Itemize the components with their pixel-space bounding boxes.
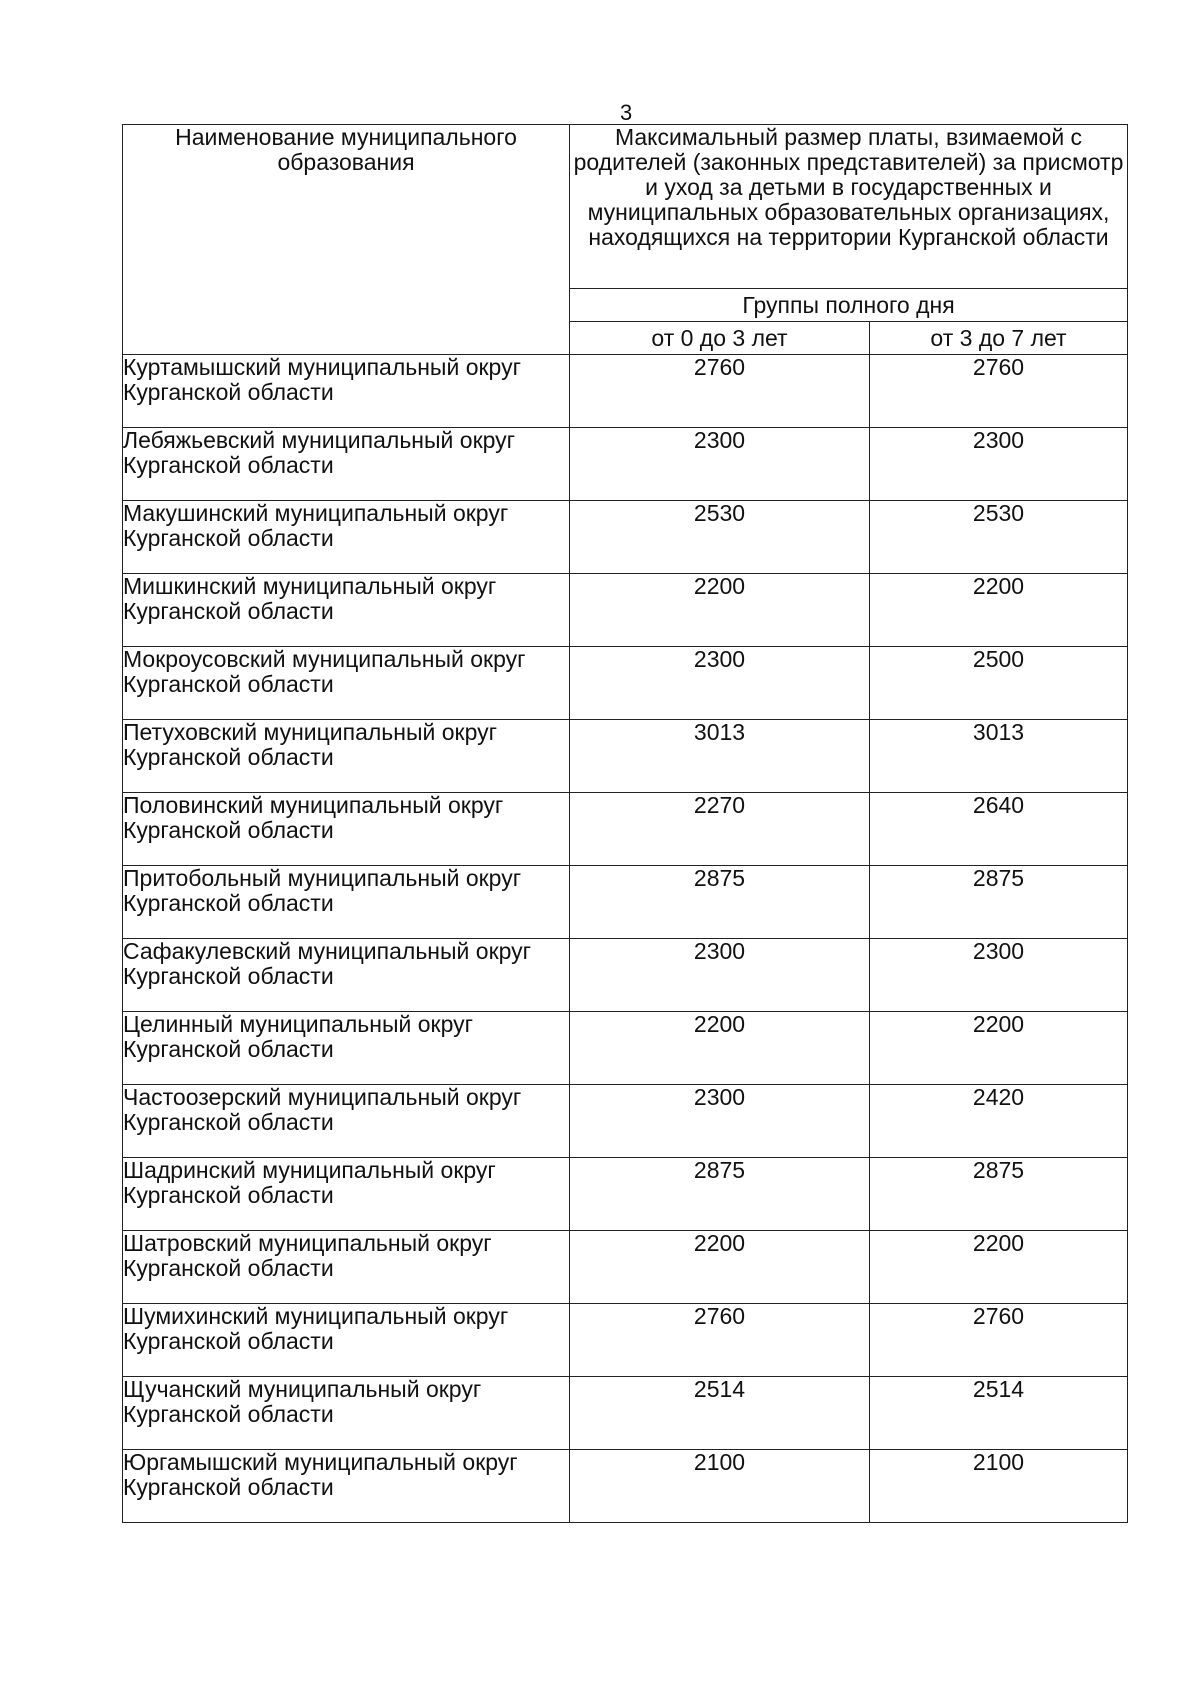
table-body <box>123 355 1128 1523</box>
header-full-day-groups: Группы полного дня <box>570 289 1128 322</box>
table-row <box>123 939 1128 1012</box>
fee-age-3-7: 3013 <box>870 720 1128 793</box>
municipality-name: Шадринский муниципальный округ Курганской области <box>123 1158 570 1231</box>
fee-age-3-7: 2100 <box>870 1450 1128 1523</box>
fee-age-0-3: 2530 <box>570 501 870 574</box>
table-row <box>123 1377 1128 1450</box>
fee-age-3-7: 2200 <box>870 1012 1128 1085</box>
fee-age-3-7: 2760 <box>870 1304 1128 1377</box>
municipality-name: Мишкинский муниципальный округ Курганской области <box>123 574 570 647</box>
table-row <box>123 428 1128 501</box>
fee-age-3-7: 2300 <box>870 428 1128 501</box>
fee-age-0-3: 2875 <box>570 1158 870 1231</box>
municipality-name: Половинский муниципальный округ Курганской области <box>123 793 570 866</box>
fee-age-3-7: 2500 <box>870 647 1128 720</box>
fee-table <box>122 124 1128 1523</box>
table-row <box>123 574 1128 647</box>
table-row <box>123 1304 1128 1377</box>
fee-age-3-7: 2760 <box>870 355 1128 428</box>
table-row <box>123 793 1128 866</box>
fee-age-0-3: 2760 <box>570 1304 870 1377</box>
fee-age-3-7: 2200 <box>870 1231 1128 1304</box>
fee-age-0-3: 2200 <box>570 1231 870 1304</box>
page-number: 3 <box>620 100 633 125</box>
header-age-0-3: от 0 до 3 лет <box>570 322 870 355</box>
fee-age-3-7: 2200 <box>870 574 1128 647</box>
table-header <box>123 125 1128 355</box>
fee-age-0-3: 2300 <box>570 1085 870 1158</box>
municipality-name: Щучанский муниципальный округ Курганской области <box>123 1377 570 1450</box>
municipality-name: Шумихинский муниципальный округ Курганской области <box>123 1304 570 1377</box>
table-row <box>123 866 1128 939</box>
fee-age-3-7: 2300 <box>870 939 1128 1012</box>
table-row <box>123 1450 1128 1523</box>
table-row <box>123 1085 1128 1158</box>
table-row <box>123 1012 1128 1085</box>
fee-age-0-3: 2100 <box>570 1450 870 1523</box>
fee-age-3-7: 2640 <box>870 793 1128 866</box>
table-row <box>123 355 1128 428</box>
header-max-fee: Максимальный размер платы, взимаемой с родителей (законных представителей) за присмотр и уход за детьми в государственных и муниципальных образовательных организациях, находящихся на территории Курганской области <box>570 125 1128 289</box>
fee-age-0-3: 2270 <box>570 793 870 866</box>
municipality-name: Целинный муниципальный округ Курганской области <box>123 1012 570 1085</box>
fee-age-0-3: 3013 <box>570 720 870 793</box>
fee-age-3-7: 2875 <box>870 866 1128 939</box>
fee-age-0-3: 2300 <box>570 428 870 501</box>
municipality-name: Лебяжьевский муниципальный округ Курганской области <box>123 428 570 501</box>
table-row <box>123 720 1128 793</box>
municipality-name: Частоозерский муниципальный округ Курганской области <box>123 1085 570 1158</box>
fee-age-0-3: 2200 <box>570 574 870 647</box>
fee-age-0-3: 2200 <box>570 1012 870 1085</box>
municipality-name: Шатровский муниципальный округ Курганской области <box>123 1231 570 1304</box>
fee-age-0-3: 2514 <box>570 1377 870 1450</box>
fee-age-0-3: 2875 <box>570 866 870 939</box>
municipality-name: Макушинский муниципальный округ Курганской области <box>123 501 570 574</box>
fee-age-3-7: 2514 <box>870 1377 1128 1450</box>
municipality-name: Петуховский муниципальный округ Курганской области <box>123 720 570 793</box>
table-row <box>123 1231 1128 1304</box>
fee-age-3-7: 2530 <box>870 501 1128 574</box>
municipality-name: Юргамышский муниципальный округ Курганской области <box>123 1450 570 1523</box>
table-row <box>123 501 1128 574</box>
municipality-name: Мокроусовский муниципальный округ Курганской области <box>123 647 570 720</box>
municipality-name: Сафакулевский муниципальный округ Курганской области <box>123 939 570 1012</box>
table-row <box>123 647 1128 720</box>
table-row <box>123 1158 1128 1231</box>
municipality-name: Притобольный муниципальный округ Курганской области <box>123 866 570 939</box>
fee-age-0-3: 2300 <box>570 647 870 720</box>
fee-age-3-7: 2420 <box>870 1085 1128 1158</box>
municipality-name: Куртамышский муниципальный округ Курганской области <box>123 355 570 428</box>
fee-age-0-3: 2300 <box>570 939 870 1012</box>
header-municipality: Наименование муниципального образования <box>123 125 570 355</box>
fee-age-3-7: 2875 <box>870 1158 1128 1231</box>
header-age-3-7: от 3 до 7 лет <box>870 322 1128 355</box>
fee-age-0-3: 2760 <box>570 355 870 428</box>
